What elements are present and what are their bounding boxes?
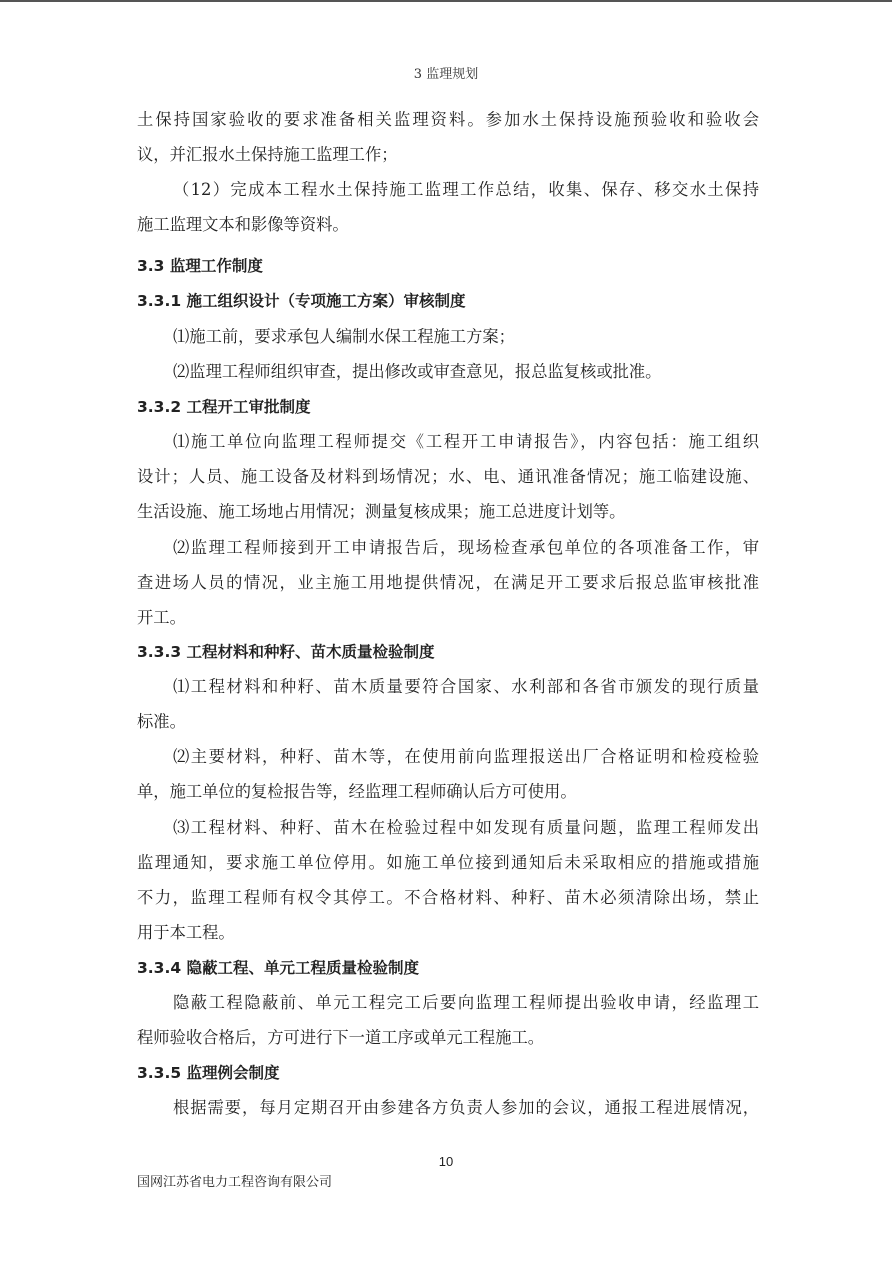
body-line: ⑵主要材料，种籽、苗木等，在使用前向监理报送出厂合格证明和检疫检验 xyxy=(173,747,759,766)
running-header: 3 监理规划 xyxy=(413,67,479,82)
body-line: ⑴施工单位向监理工程师提交《工程开工申请报告》，内容包括：施工组织 xyxy=(173,432,759,451)
body-line: 土保持国家验收的要求准备相关监理资料。参加水土保持设施预验收和验收会 xyxy=(137,110,759,129)
section-heading-3-3: 3.3 监理工作制度 xyxy=(137,257,263,275)
body-line: 单，施工单位的复检报告等，经监理工程师确认后方可使用。 xyxy=(137,782,577,801)
subsection-heading-3-3-5: 3.3.5 监理例会制度 xyxy=(137,1064,280,1082)
body-line: 隐蔽工程隐蔽前、单元工程完工后要向监理工程师提出验收申请，经监理工 xyxy=(173,993,759,1012)
body-line: 标准。 xyxy=(137,712,186,731)
body-line: 生活设施、施工场地占用情况；测量复核成果；施工总进度计划等。 xyxy=(137,502,626,521)
subsection-heading-3-3-4: 3.3.4 隐蔽工程、单元工程质量检验制度 xyxy=(137,959,420,977)
subsection-heading-3-3-1: 3.3.1 施工组织设计（专项施工方案）审核制度 xyxy=(137,292,466,310)
body-line: 施工监理文本和影像等资料。 xyxy=(137,215,349,234)
body-line: ⑵监理工程师组织审查，提出修改或审查意见，报总监复核或批准。 xyxy=(173,362,662,381)
top-border xyxy=(0,0,892,2)
body-line: 用于本工程。 xyxy=(137,923,235,942)
body-line: 议，并汇报水土保持施工监理工作； xyxy=(137,145,398,164)
body-line: ⑵监理工程师接到开工申请报告后，现场检查承包单位的各项准备工作，审 xyxy=(173,538,759,557)
body-line: ⑶工程材料、种籽、苗木在检验过程中如发现有质量问题，监理工程师发出 xyxy=(173,818,759,837)
page-number: 10 xyxy=(438,1154,454,1169)
body-line: （12）完成本工程水土保持施工监理工作总结，收集、保存、移交水土保持 xyxy=(173,180,759,199)
body-line: 监理通知，要求施工单位停用。如施工单位接到通知后未采取相应的措施或措施 xyxy=(137,853,759,872)
company-footer: 国网江苏省电力工程咨询有限公司 xyxy=(137,1175,333,1190)
body-line: 设计；人员、施工设备及材料到场情况；水、电、通讯准备情况；施工临建设施、 xyxy=(137,467,759,486)
body-line: ⑴施工前，要求承包人编制水保工程施工方案； xyxy=(173,327,515,346)
body-line: 根据需要，每月定期召开由参建各方负责人参加的会议，通报工程进展情况， xyxy=(173,1098,759,1117)
body-line: 不力，监理工程师有权令其停工。不合格材料、种籽、苗木必须清除出场，禁止 xyxy=(137,888,759,907)
body-line: 查进场人员的情况，业主施工用地提供情况，在满足开工要求后报总监审核批准 xyxy=(137,573,759,592)
subsection-heading-3-3-2: 3.3.2 工程开工审批制度 xyxy=(137,398,311,416)
subsection-heading-3-3-3: 3.3.3 工程材料和种籽、苗木质量检验制度 xyxy=(137,643,435,661)
body-line: 开工。 xyxy=(137,608,186,627)
body-line: ⑴工程材料和种籽、苗木质量要符合国家、水利部和各省市颁发的现行质量 xyxy=(173,677,759,696)
body-line: 程师验收合格后，方可进行下一道工序或单元工程施工。 xyxy=(137,1028,545,1047)
